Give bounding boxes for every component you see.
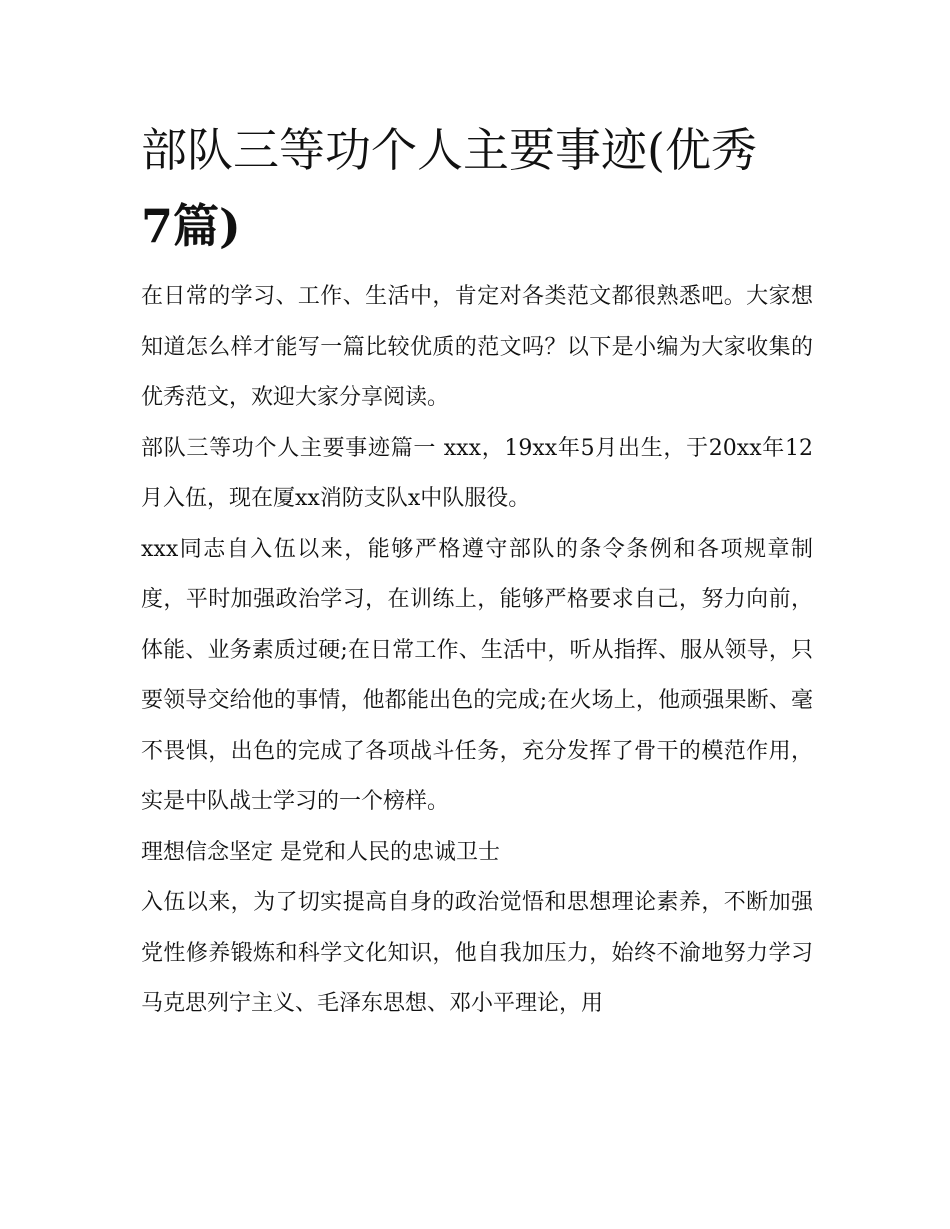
paragraph-intro: 在日常的学习、工作、生活中，肯定对各类范文都很熟悉吧。大家想知道怎么样才能写一篇比较优质的范文吗？以下是小编为大家收集的优秀范文，欢迎大家分享阅读。 xyxy=(141,284,813,410)
document-title xyxy=(141,112,813,264)
paragraph-profile: 部队三等功个人主要事迹篇一 xxx，19xx年5月出生，于20xx年12月入伍，现在厦xx消防支队x中队服役。 xyxy=(141,435,813,511)
paragraph-section-body: 入伍以来，为了切实提高自身的政治觉悟和思想理论素养，不断加强党性修养锻炼和科学文化知识，他自我加压力，始终不渝地努力学习马克思列宁主义、毛泽东思想、邓小平理论，用 xyxy=(141,890,813,1016)
title-main: 部队三等功个人主要事迹(优秀 xyxy=(141,123,757,177)
section-heading: 理想信念坚定 是党和人民的忠诚卫士 xyxy=(141,839,500,865)
paragraph-summary: xxx同志自入伍以来，能够严格遵守部队的条令条例和各项规章制度，平时加强政治学习，在训练上，能够严格要求自己，努力向前，体能、业务素质过硬;在日常工作、生活中，听从指挥、服从领导，只要领导交给他的事情，他都能出色的完成;在火场上，他顽强果断、毫不畏惧，出色的完成了各项战斗任务，充分发挥了骨干的模范作用，实是中队战士学习的一个榜样。 xyxy=(141,536,813,814)
title-tail: 7篇) xyxy=(141,199,241,253)
document-page xyxy=(141,112,813,1030)
